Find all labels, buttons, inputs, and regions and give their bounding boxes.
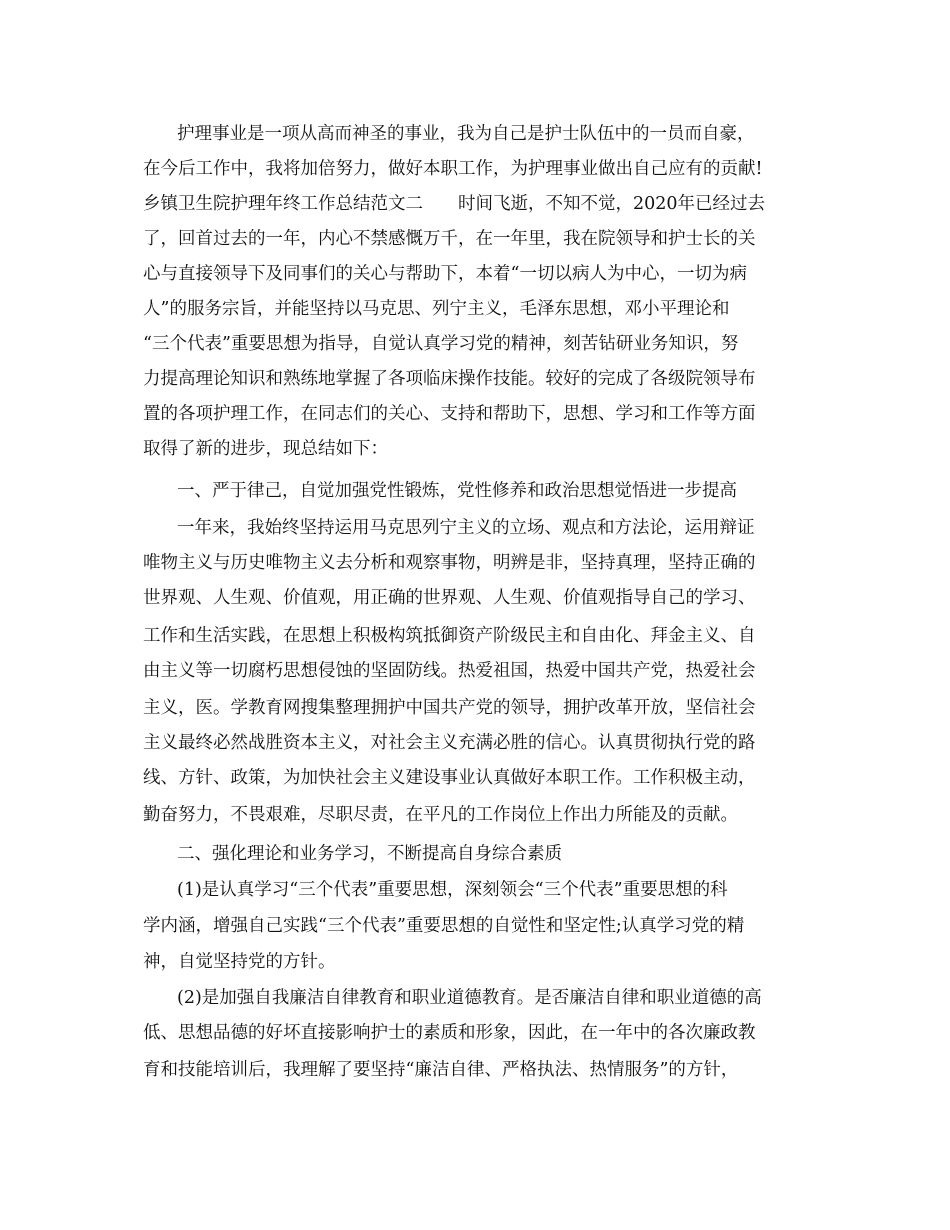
text-line: 力提高理论知识和熟练地掌握了各项临床操作技能。较好的完成了各级院领导布 <box>143 369 756 389</box>
text-line: 神，自觉坚持党的方针。 <box>143 952 336 972</box>
text-line: 了，回首过去的一年，内心不禁感慨万千，在一年里，我在院领导和护士长的关 <box>143 229 756 249</box>
text-line: 世界观、人生观、价值观，用正确的世界观、人生观、价值观指导自己的学习、 <box>143 588 756 608</box>
text-line: (1)是认真学习“三个代表”重要思想，深刻领会“三个代表”重要思想的科 <box>177 880 728 900</box>
text-line: 线、方针、政策，为加快社会主义建设事业认真做好本职工作。工作积极主动， <box>143 768 756 788</box>
section-heading: 二、强化理论和业务学习，不断提高自身综合素质 <box>177 844 562 864</box>
text-line: 勤奋努力，不畏艰难，尽职尽责，在平凡的工作岗位上作出力所能及的贡献。 <box>143 805 738 825</box>
text-line: “三个代表”重要思想为指导，自觉认真学习党的精神，刻苦钻研业务知识，努 <box>143 334 739 354</box>
text-line: 取得了新的进步，现总结如下： <box>143 439 388 459</box>
text-line: 一年来，我始终坚持运用马克思列宁主义的立场、观点和方法论，运用辩证 <box>177 518 755 538</box>
text-line: 在今后工作中，我将加倍努力，做好本职工作，为护理事业做出自己应有的贡献! <box>143 159 763 179</box>
text-line: 主义，医。学教育网搜集整理拥护中国共产党的领导，拥护改革开放，坚信社会 <box>143 698 756 718</box>
text-line: 主义最终必然战胜资本主义，对社会主义充满必胜的信心。认真贯彻执行党的路 <box>143 733 756 753</box>
text-line: 心与直接领导下及同事们的关心与帮助下，本着“一切以病人为中心，一切为病 <box>143 264 747 284</box>
text-line: 学内涵，增强自己实践“三个代表”重要思想的自觉性和坚定性;认真学习党的精 <box>143 916 745 936</box>
text-line: 工作和生活实践，在思想上积极构筑抵御资产阶级民主和自由化、拜金主义、自 <box>143 626 756 646</box>
text-line: 人”的服务宗旨，并能坚持以马克思、列宁主义，毛泽东思想，邓小平理论和 <box>143 299 730 319</box>
text-line: 育和技能培训后，我理解了要坚持“廉洁自律、严格执法、热情服务”的方针， <box>143 1060 739 1080</box>
text-line: 护理事业是一项从高而神圣的事业，我为自己是护士队伍中的一员而自豪， <box>177 124 755 144</box>
section-heading: 一、严于律己，自觉加强党性锻炼，党性修养和政治思想觉悟进一步提高 <box>177 481 737 501</box>
text-line: 低、思想品德的好坏直接影响护士的素质和形象，因此，在一年中的各次廉政教 <box>143 1023 756 1043</box>
text-line: (2)是加强自我廉洁自律教育和职业道德教育。是否廉洁自律和职业道德的高 <box>177 988 762 1008</box>
text-line: 乡镇卫生院护理年终工作总结范文二 时间飞逝，不知不觉，2020年已经过去 <box>143 194 766 214</box>
text-line: 由主义等一切腐朽思想侵蚀的坚固防线。热爱祖国，热爱中国共产党，热爱社会 <box>143 661 756 681</box>
text-line: 唯物主义与历史唯物主义去分析和观察事物，明辨是非，坚持真理，坚持正确的 <box>143 553 756 573</box>
text-line: 置的各项护理工作，在同志们的关心、支持和帮助下，思想、学习和工作等方面 <box>143 404 756 424</box>
